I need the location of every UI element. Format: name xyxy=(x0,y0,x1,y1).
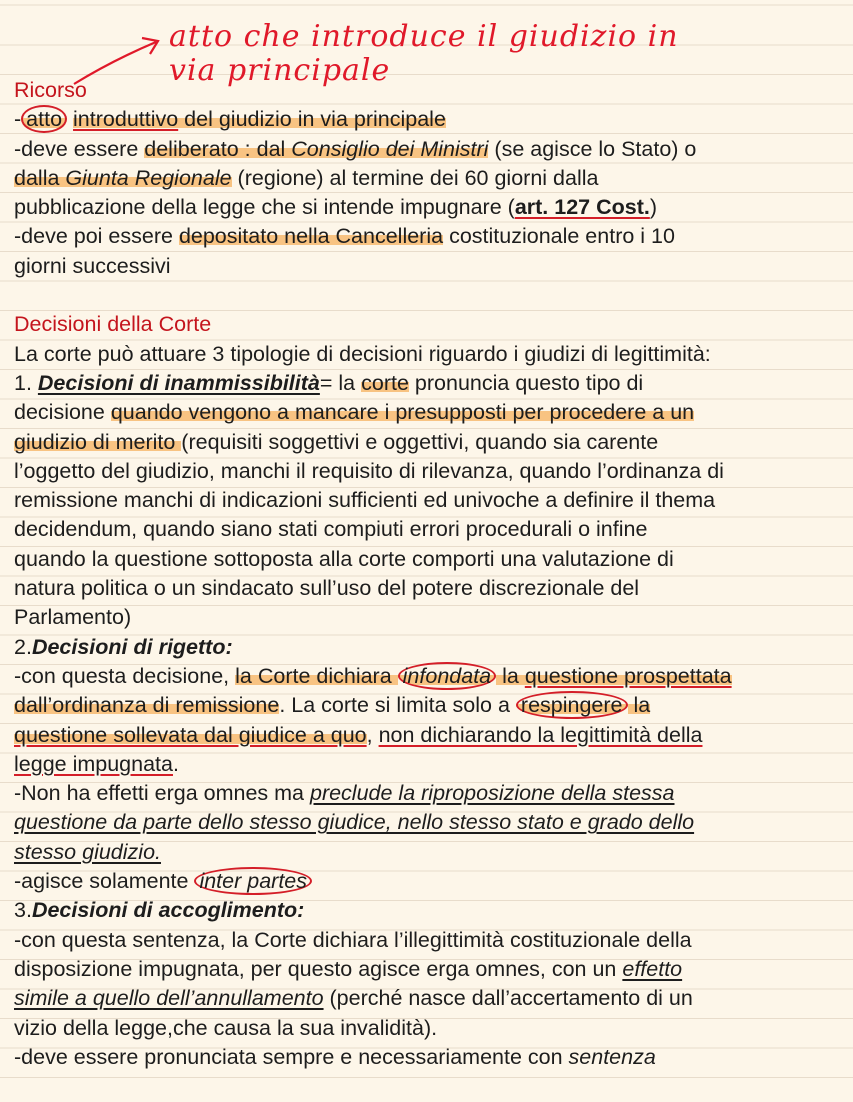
text: (requisiti soggettivi e oggettivi, quando sia carente xyxy=(181,429,659,454)
highlighted-text: del giudizio in via principale xyxy=(178,107,446,132)
decisione-1-line-4: l’oggetto del giudizio, manchi il requisito di rilevanza, quando l’ordinanza di xyxy=(14,458,724,483)
subsection-title-inammissibilita: Decisioni di inammissibilità xyxy=(37,370,320,395)
notes-body xyxy=(14,76,844,1072)
highlighted-text: corte xyxy=(361,370,409,395)
text: decisione xyxy=(14,400,111,425)
circled-word-atto: atto xyxy=(21,105,67,133)
section-heading-decisioni: Decisioni della Corte xyxy=(14,312,212,337)
text: (regione) al termine dei 60 giorni dalla xyxy=(231,165,599,190)
highlighted-underlined-text: questione prospettata xyxy=(524,663,732,688)
decisione-1-line-1 xyxy=(14,369,844,398)
decisione-1-line-5: remissione manchi di indicazioni sufficienti ed univoche a definire il thema xyxy=(14,488,716,513)
highlighted-text: quando vengono a mancare i presupposti per procedere a un xyxy=(110,400,695,425)
decisione-2-line-2 xyxy=(14,691,844,720)
italic-underlined-text: questione da parte dello stesso giudice, nello stesso stato e grado dello xyxy=(14,810,695,835)
italic-underlined-text: simile a quello dell’annullamento xyxy=(14,986,324,1011)
decisioni-intro: La corte può attuare 3 tipologie di decisioni riguardo i giudizi di legittimità: xyxy=(14,341,711,366)
underlined-text: non dichiarando la legittimità della xyxy=(378,722,703,747)
decisione-2-line-7 xyxy=(14,838,844,867)
text: pubblicazione della legge che si intende impugnare ( xyxy=(14,195,515,220)
circled-word-infondata: infondata xyxy=(398,662,496,690)
ricorso-line-5 xyxy=(14,222,844,251)
text: (se agisce lo Stato) o xyxy=(488,136,697,161)
bold-underlined-text: art. 127 Cost. xyxy=(514,195,650,220)
handwritten-note-line-2: via principale xyxy=(169,53,391,88)
underlined-text: legge impugnata xyxy=(14,751,173,776)
highlighted-text: deliberato : dal xyxy=(144,136,292,161)
decisione-3-line-3 xyxy=(14,984,844,1013)
text: . xyxy=(172,751,179,776)
decisione-2-line-4 xyxy=(14,750,844,779)
text: , xyxy=(366,722,379,747)
text: 3. xyxy=(14,898,32,923)
text: -deve essere xyxy=(14,136,145,161)
text: -con questa decisione, xyxy=(14,663,236,688)
circled-word-respingere: respingere xyxy=(516,691,628,719)
highlighted-text: la xyxy=(496,663,525,688)
circled-word-inter-partes: inter partes xyxy=(194,867,312,895)
ricorso-line-3 xyxy=(14,164,844,193)
text: -deve poi essere xyxy=(14,224,179,249)
italic-underlined-text: stesso giudizio. xyxy=(14,839,161,864)
decisione-2-line-8 xyxy=(14,867,844,896)
decisione-1-line-8: natura politica o un sindacato sull’uso del potere discrezionale del xyxy=(14,576,640,601)
text: - xyxy=(14,107,22,132)
text: -deve essere pronunciata sempre e necessariamente con xyxy=(14,1044,569,1069)
italic-highlighted-text: Giunta Regionale xyxy=(65,165,232,190)
highlighted-text: la Corte dichiara xyxy=(235,663,398,688)
decisione-3-title-line xyxy=(14,896,844,925)
highlighted-text: depositato nella Cancelleria xyxy=(178,224,444,249)
decisione-3-line-1: -con questa sentenza, la Corte dichiara l’illegittimità costituzionale della xyxy=(14,927,692,952)
text: = la xyxy=(319,370,362,395)
text: pronuncia questo tipo di xyxy=(408,370,644,395)
decisione-2-line-3 xyxy=(14,721,844,750)
ricorso-line-1 xyxy=(14,105,844,134)
text: -Non ha effetti erga omnes ma xyxy=(14,781,310,806)
text: . La corte si limita solo a xyxy=(279,693,516,718)
decisione-2-line-6 xyxy=(14,808,844,837)
decisione-2-line-5 xyxy=(14,779,844,808)
subsection-title-accoglimento: Decisioni di accoglimento: xyxy=(31,898,305,923)
ricorso-line-6: giorni successivi xyxy=(14,253,171,278)
handwritten-note-line-1: atto che introduce il giudizio in xyxy=(169,19,679,54)
text: 1. xyxy=(14,370,38,395)
decisione-1-line-2 xyxy=(14,398,844,427)
italic-underlined-text: effetto xyxy=(622,956,683,981)
text: disposizione impugnata, per questo agisce erga omnes, con un xyxy=(14,956,623,981)
decisione-2-title-line xyxy=(14,633,844,662)
decisione-3-line-5 xyxy=(14,1043,844,1072)
decisione-1-line-9: Parlamento) xyxy=(14,605,132,630)
highlighted-text: giudizio di merito xyxy=(14,429,182,454)
decisione-1-line-3 xyxy=(14,428,844,457)
decisione-2-line-1 xyxy=(14,662,844,691)
italic-text: sentenza xyxy=(568,1044,656,1069)
text: costituzionale entro i 10 xyxy=(443,224,675,249)
italic-highlighted-text: Consiglio dei Ministri xyxy=(291,136,489,161)
text: 2. xyxy=(14,634,32,659)
text: (perché nasce dall’accertamento di un xyxy=(323,986,693,1011)
highlighted-text: dalla xyxy=(14,165,66,190)
text: -agisce solamente xyxy=(14,869,195,894)
underlined-word-introduttivo: introduttivo xyxy=(73,107,179,132)
blank-line xyxy=(14,281,844,310)
decisione-1-line-7: quando la questione sottoposta alla corte comporti una valutazione di xyxy=(14,546,674,571)
highlighted-text: la xyxy=(627,693,651,718)
decisione-3-line-4: vizio della legge,che causa la sua invalidità). xyxy=(14,1015,438,1040)
ricorso-line-4 xyxy=(14,193,844,222)
highlighted-underlined-text: questione sollevata dal giudice a quo xyxy=(14,722,367,747)
highlighted-text: dall’ordinanza di remissione xyxy=(14,693,280,718)
decisione-3-line-2 xyxy=(14,955,844,984)
text: ) xyxy=(649,195,658,220)
ricorso-line-2 xyxy=(14,135,844,164)
section-heading-ricorso: Ricorso xyxy=(14,78,87,102)
decisione-1-line-6: decidendum, quando siano stati compiuti errori procedurali o infine xyxy=(14,517,648,542)
subsection-title-rigetto: Decisioni di rigetto: xyxy=(31,634,233,659)
italic-underlined-text: preclude la riproposizione della stessa xyxy=(309,781,675,806)
